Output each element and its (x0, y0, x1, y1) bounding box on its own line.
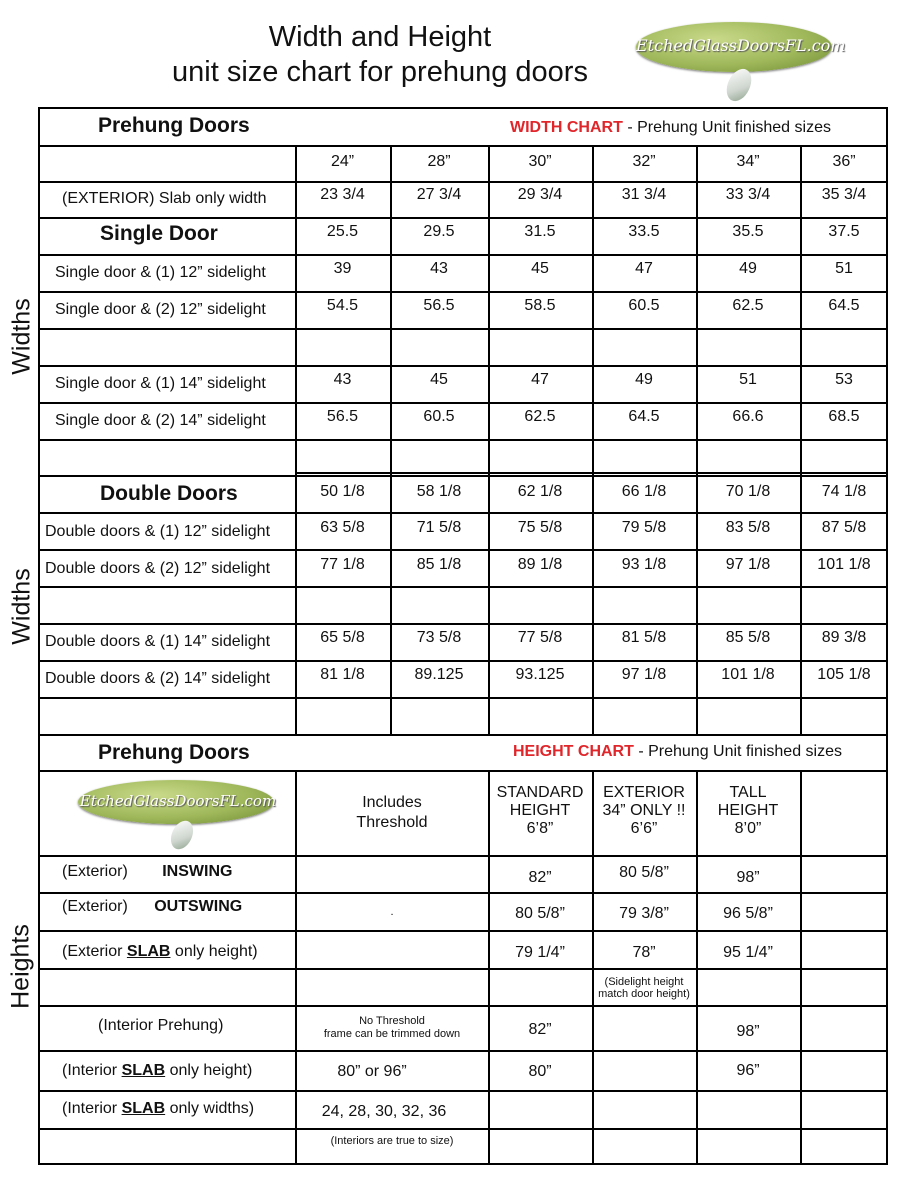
width-cell-value: 77 5/8 (517, 629, 563, 646)
width-cell-value: 43 (333, 371, 352, 388)
width-cell-value: 64.5 (628, 408, 660, 425)
width-cell-value: 62.5 (732, 297, 764, 314)
width-row-label: Double doors & (1) 12” sidelight (45, 523, 271, 540)
width-cell-value: 54.5 (326, 297, 359, 314)
width-cell-value: 63 5/8 (320, 519, 365, 536)
ext-slab-row-label: (Exterior SLAB only height) (62, 943, 258, 960)
int-slab-height-tall: 96” (736, 1062, 760, 1079)
width-cell-value: 29.5 (423, 223, 455, 240)
width-row-label: Single door & (1) 12” sidelight (55, 264, 266, 281)
grid-line-h (38, 291, 888, 293)
grid-line-h (38, 855, 888, 857)
width-cell-value: 64.5 (828, 297, 860, 314)
width-cell-value: 85 1/8 (416, 556, 462, 573)
grid-line-h (38, 512, 888, 514)
width-cell-value: 65 5/8 (320, 629, 365, 646)
width-cell-value: 45 (430, 371, 448, 388)
widths-label-2: Widths (7, 568, 36, 645)
outswing-mid-mark: . (390, 906, 394, 918)
width-cell-value: 105 1/8 (817, 666, 871, 683)
width-cell-value: 93.125 (515, 666, 565, 683)
width-cell-value: 101 1/8 (817, 556, 871, 573)
grid-line-h (38, 930, 888, 932)
width-cell-value: 39 (333, 260, 352, 277)
width-cell-value: 60.5 (423, 408, 455, 425)
width-column-header: 28” (427, 153, 451, 170)
width-cell-value: 51 (835, 260, 853, 277)
width-cell-value: 58.5 (524, 297, 556, 314)
width-row-label: Double doors & (2) 12” sidelight (45, 560, 271, 577)
int-slab-height-options: 80” or 96” (337, 1063, 407, 1080)
width-chart-heading: Prehung Doors (98, 114, 250, 137)
width-column-header: 30” (528, 153, 552, 170)
int-prehung-label: (Interior Prehung) (98, 1017, 224, 1034)
outswing-exterior: 79 3/8” (619, 905, 669, 922)
width-cell-value: 35.5 (732, 223, 764, 240)
width-cell-value: 35 3/4 (821, 186, 867, 203)
grid-line-v (800, 770, 802, 1165)
width-cell-value: 85 5/8 (725, 629, 771, 646)
grid-line-h (38, 365, 888, 367)
width-cell-value: 56.5 (423, 297, 455, 314)
height-chart-name: HEIGHT CHART (513, 743, 634, 760)
ext-slab-exterior: 78” (632, 944, 656, 961)
brand-logo-small (78, 780, 278, 852)
grid-line-h (38, 892, 888, 894)
width-cell-value: 53 (835, 371, 853, 388)
width-cell-value: 68.5 (828, 408, 860, 425)
height-chart-heading: Prehung Doors (98, 741, 250, 764)
width-cell-value: 71 5/8 (416, 519, 462, 536)
title-line-1: Width and Height (268, 21, 492, 53)
width-row-label: (EXTERIOR) Slab only width (62, 190, 267, 207)
width-cell-value: 89.125 (414, 666, 464, 683)
ext-slab-standard: 79 1/4” (515, 944, 565, 961)
width-row-label: Single door & (2) 14” sidelight (55, 412, 266, 429)
width-cell-value: 31 3/4 (621, 186, 667, 203)
width-cell-value: 51 (739, 371, 757, 388)
width-cell-value: 74 1/8 (821, 483, 867, 500)
outswing-tall: 96 5/8” (723, 905, 773, 922)
width-cell-value: 66 1/8 (621, 483, 667, 500)
width-chart-name: WIDTH CHART (510, 119, 623, 136)
grid-line-h (38, 1090, 888, 1092)
width-column-header: 36” (832, 153, 856, 170)
inswing-exterior: 80 5/8” (619, 864, 669, 881)
col-standard-height: STANDARD HEIGHT 6’8” (496, 784, 584, 837)
int-slab-width-label: (Interior SLAB only widths) (62, 1100, 255, 1117)
grid-line-h (38, 439, 888, 441)
grid-line-h (38, 402, 888, 404)
width-cell-value: 73 5/8 (416, 629, 462, 646)
width-row-label: Single Door (100, 222, 218, 245)
width-cell-value: 81 1/8 (320, 666, 365, 683)
width-cell-value: 77 1/8 (320, 556, 365, 573)
width-cell-value: 37.5 (828, 223, 860, 240)
width-cell-value: 60.5 (628, 297, 660, 314)
width-cell-value: 50 1/8 (320, 483, 365, 500)
width-cell-value: 101 1/8 (721, 666, 775, 683)
height-chart-caption (513, 743, 842, 761)
width-chart-suffix: - Prehung Unit finished sizes (622, 119, 831, 136)
width-cell-value: 89 3/8 (821, 629, 867, 646)
inswing-row-label: (Exterior) INSWING (62, 863, 233, 880)
int-slab-height-standard: 80” (528, 1063, 552, 1080)
width-cell-value: 97 1/8 (621, 666, 667, 683)
width-chart-caption (510, 119, 831, 137)
width-cell-value: 66.6 (732, 408, 764, 425)
int-prehung-note: No Threshold frame can be trimmed down (323, 1015, 461, 1040)
height-chart-suffix: - Prehung Unit finished sizes (633, 743, 842, 760)
grid-line-h (38, 697, 888, 699)
width-cell-value: 75 5/8 (517, 519, 563, 536)
width-cell-value: 56.5 (326, 408, 359, 425)
heights-label: Heights (6, 924, 35, 1009)
width-cell-value: 83 5/8 (725, 519, 771, 536)
grid-line-h (38, 475, 888, 477)
col-tall-height: TALL HEIGHT 8’0” (717, 784, 779, 837)
grid-line-h (38, 1005, 888, 1007)
width-row-label: Double doors & (1) 14” sidelight (45, 633, 271, 650)
width-cell-value: 33.5 (628, 223, 660, 240)
grid-line-h (38, 586, 888, 588)
grid-line-h (38, 1050, 888, 1052)
grid-line-h (38, 623, 888, 625)
grid-line-h (38, 145, 888, 147)
outswing-standard: 80 5/8” (515, 905, 565, 922)
grid-line-h (38, 968, 888, 970)
width-cell-value: 47 (635, 260, 653, 277)
grid-line-h (38, 217, 888, 219)
grid-line-h (38, 549, 888, 551)
width-cell-value: 58 1/8 (416, 483, 462, 500)
brand-logo (636, 22, 846, 102)
width-cell-value: 89 1/8 (517, 556, 563, 573)
width-cell-value: 47 (531, 371, 549, 388)
sidelight-note: (Sidelight height match door height) (598, 976, 690, 1000)
widths-label-1: Widths (7, 298, 36, 375)
includes-threshold: Includes Threshold (356, 794, 428, 831)
width-cell-value: 25.5 (326, 223, 359, 240)
width-cell-value: 87 5/8 (821, 519, 867, 536)
int-slab-width-options: 24, 28, 30, 32, 36 (321, 1103, 447, 1120)
width-column-header: 24” (330, 153, 355, 170)
logo-text-small: EtchedGlassDoorsFL.com (79, 792, 277, 810)
int-slab-height-label: (Interior SLAB only height) (62, 1062, 253, 1079)
width-column-header: 32” (632, 153, 656, 170)
true-size-note: (Interiors are true to size) (330, 1135, 454, 1147)
width-row-label: Double doors & (2) 14” sidelight (45, 670, 271, 687)
inswing-tall: 98” (736, 869, 760, 886)
ext-slab-tall: 95 1/4” (723, 944, 773, 961)
int-prehung-standard: 82” (528, 1021, 552, 1038)
grid-line-h (38, 181, 888, 183)
width-cell-value: 49 (739, 260, 757, 277)
outswing-row-label: (Exterior) OUTSWING (62, 898, 243, 915)
col-exterior-height: EXTERIOR 34” ONLY !! 6’6” (602, 784, 686, 837)
title-line-2: unit size chart for prehung doors (172, 56, 588, 88)
grid-line-h (38, 734, 888, 736)
grid-line-h (38, 328, 888, 330)
width-row-label: Double Doors (100, 482, 238, 505)
grid-line-h (38, 254, 888, 256)
width-cell-value: 79 5/8 (621, 519, 667, 536)
width-row-label: Single door & (2) 12” sidelight (55, 301, 266, 318)
width-column-header: 34” (736, 153, 760, 170)
grid-line-h (38, 1128, 888, 1130)
width-cell-value: 62.5 (524, 408, 556, 425)
width-cell-value: 23 3/4 (320, 186, 365, 203)
grid-line-h (38, 660, 888, 662)
width-cell-value: 97 1/8 (725, 556, 771, 573)
width-cell-value: 43 (430, 260, 448, 277)
width-cell-value: 29 3/4 (517, 186, 563, 203)
width-cell-value: 45 (531, 260, 549, 277)
width-cell-value: 93 1/8 (621, 556, 667, 573)
width-row-label: Single door & (1) 14” sidelight (55, 375, 266, 392)
int-prehung-tall: 98” (736, 1023, 760, 1040)
width-cell-value: 49 (635, 371, 653, 388)
width-cell-value: 81 5/8 (621, 629, 667, 646)
grid-line-h (38, 770, 888, 772)
logo-text: EtchedGlassDoorsFL.com (636, 36, 846, 55)
inswing-standard: 82” (528, 869, 552, 886)
width-cell-value: 27 3/4 (416, 186, 462, 203)
width-cell-value: 62 1/8 (517, 483, 563, 500)
width-cell-value: 70 1/8 (725, 483, 771, 500)
width-cell-value: 33 3/4 (725, 186, 771, 203)
width-cell-value: 31.5 (524, 223, 556, 240)
